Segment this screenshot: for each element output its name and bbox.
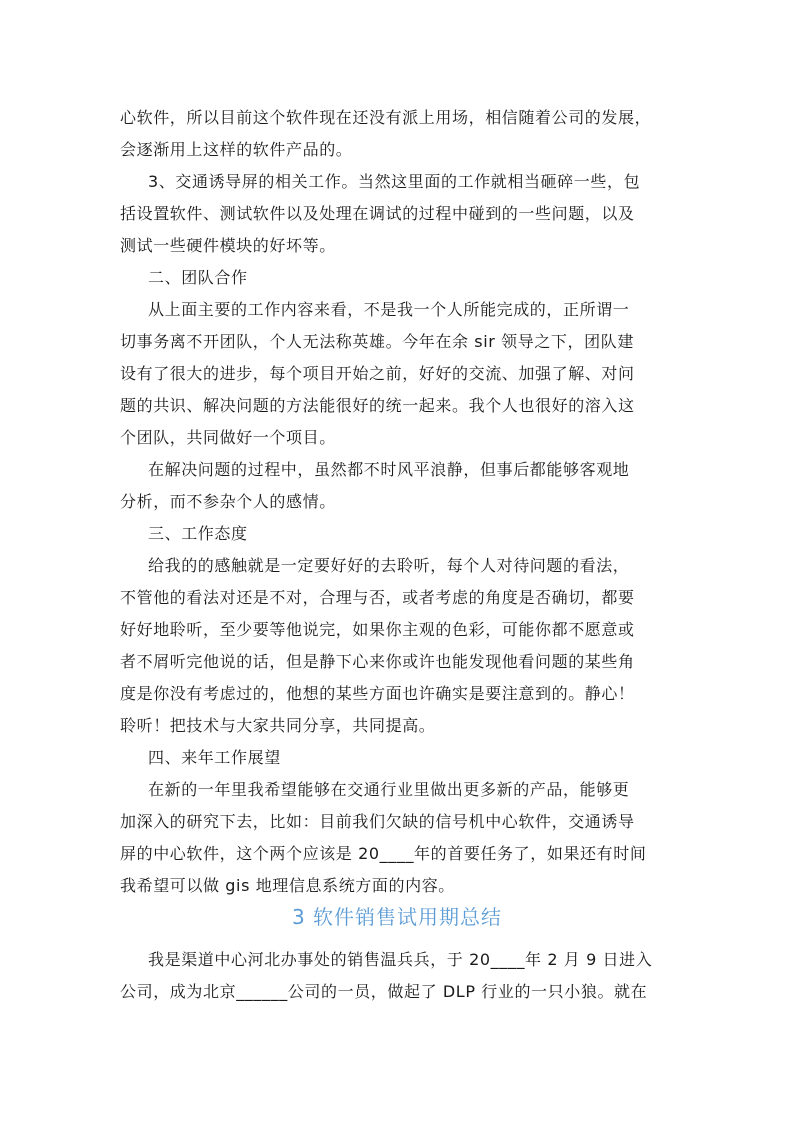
body-line: 个团队，共同做好一个项目。 (120, 428, 336, 447)
body-line: 我是渠道中心河北办事处的销售温兵兵，于 20____年 2 月 9 日进入 (148, 950, 653, 969)
body-line: 屏的中心软件，这个两个应该是 20____年的首要任务了，如果还有时间 (120, 844, 647, 863)
body-line: 测试一些硬件模块的好坏等。 (120, 236, 336, 255)
body-line: 我希望可以做 gis 地理信息系统方面的内容。 (120, 876, 455, 895)
body-line: 好好地聆听，至少要等他说完，如果你主观的色彩，可能你都不愿意或 (120, 620, 635, 639)
body-line: 设有了很大的进步，每个项目开始之前，好好的交流、加强了解、对问 (120, 364, 635, 383)
body-line: 心软件，所以目前这个软件现在还没有派上用场，相信随着公司的发展， (120, 108, 652, 127)
body-line: 聆听！把技术与大家共同分享，共同提高。 (120, 716, 436, 735)
section-heading-team: 二、团队合作 (148, 268, 248, 287)
section-heading-outlook: 四、来年工作展望 (148, 748, 281, 767)
body-line: 度是你没有考虑过的，他想的某些方面也许确实是要注意到的。静心！ (120, 684, 635, 703)
body-line: 在解决问题的过程中，虽然都不时风平浪静，但事后都能够客观地 (148, 460, 630, 479)
body-line: 切事务离不开团队，个人无法称英雄。今年在余 sir 领导之下，团队建 (120, 332, 634, 351)
section-heading-attitude: 三、工作态度 (148, 524, 248, 543)
body-line: 题的共识、解决问题的方法能很好的统一起来。我个人也很好的溶入这 (120, 396, 635, 415)
body-line: 加深入的研究下去，比如：目前我们欠缺的信号机中心软件，交通诱导 (120, 812, 635, 831)
body-line: 3、交通诱导屏的相关工作。当然这里面的工作就相当砸碎一些，包 (148, 172, 641, 191)
body-line: 从上面主要的工作内容来看，不是我一个人所能完成的，正所谓一 (148, 300, 630, 319)
body-line: 在新的一年里我希望能够在交通行业里做出更多新的产品，能够更 (148, 780, 630, 799)
body-line: 公司，成为北京______公司的一员，做起了 DLP 行业的一只小狼。就在 (120, 982, 648, 1001)
section-title: 3 软件销售试用期总结 (291, 905, 503, 929)
body-line: 括设置软件、测试软件以及处理在调试的过程中碰到的一些问题，以及 (120, 204, 635, 223)
body-line: 分析，而不参杂个人的感情。 (120, 492, 336, 511)
body-line: 会逐渐用上这样的软件产品的。 (120, 140, 353, 159)
body-line: 给我的的感触就是一定要好好的去聆听，每个人对待问题的看法， (148, 556, 630, 575)
body-line: 不管他的看法对还是不对，合理与否，或者考虑的角度是否确切，都要 (120, 588, 635, 607)
body-line: 者不屑听完他说的话，但是静下心来你或许也能发现他看问题的某些角 (120, 652, 635, 671)
